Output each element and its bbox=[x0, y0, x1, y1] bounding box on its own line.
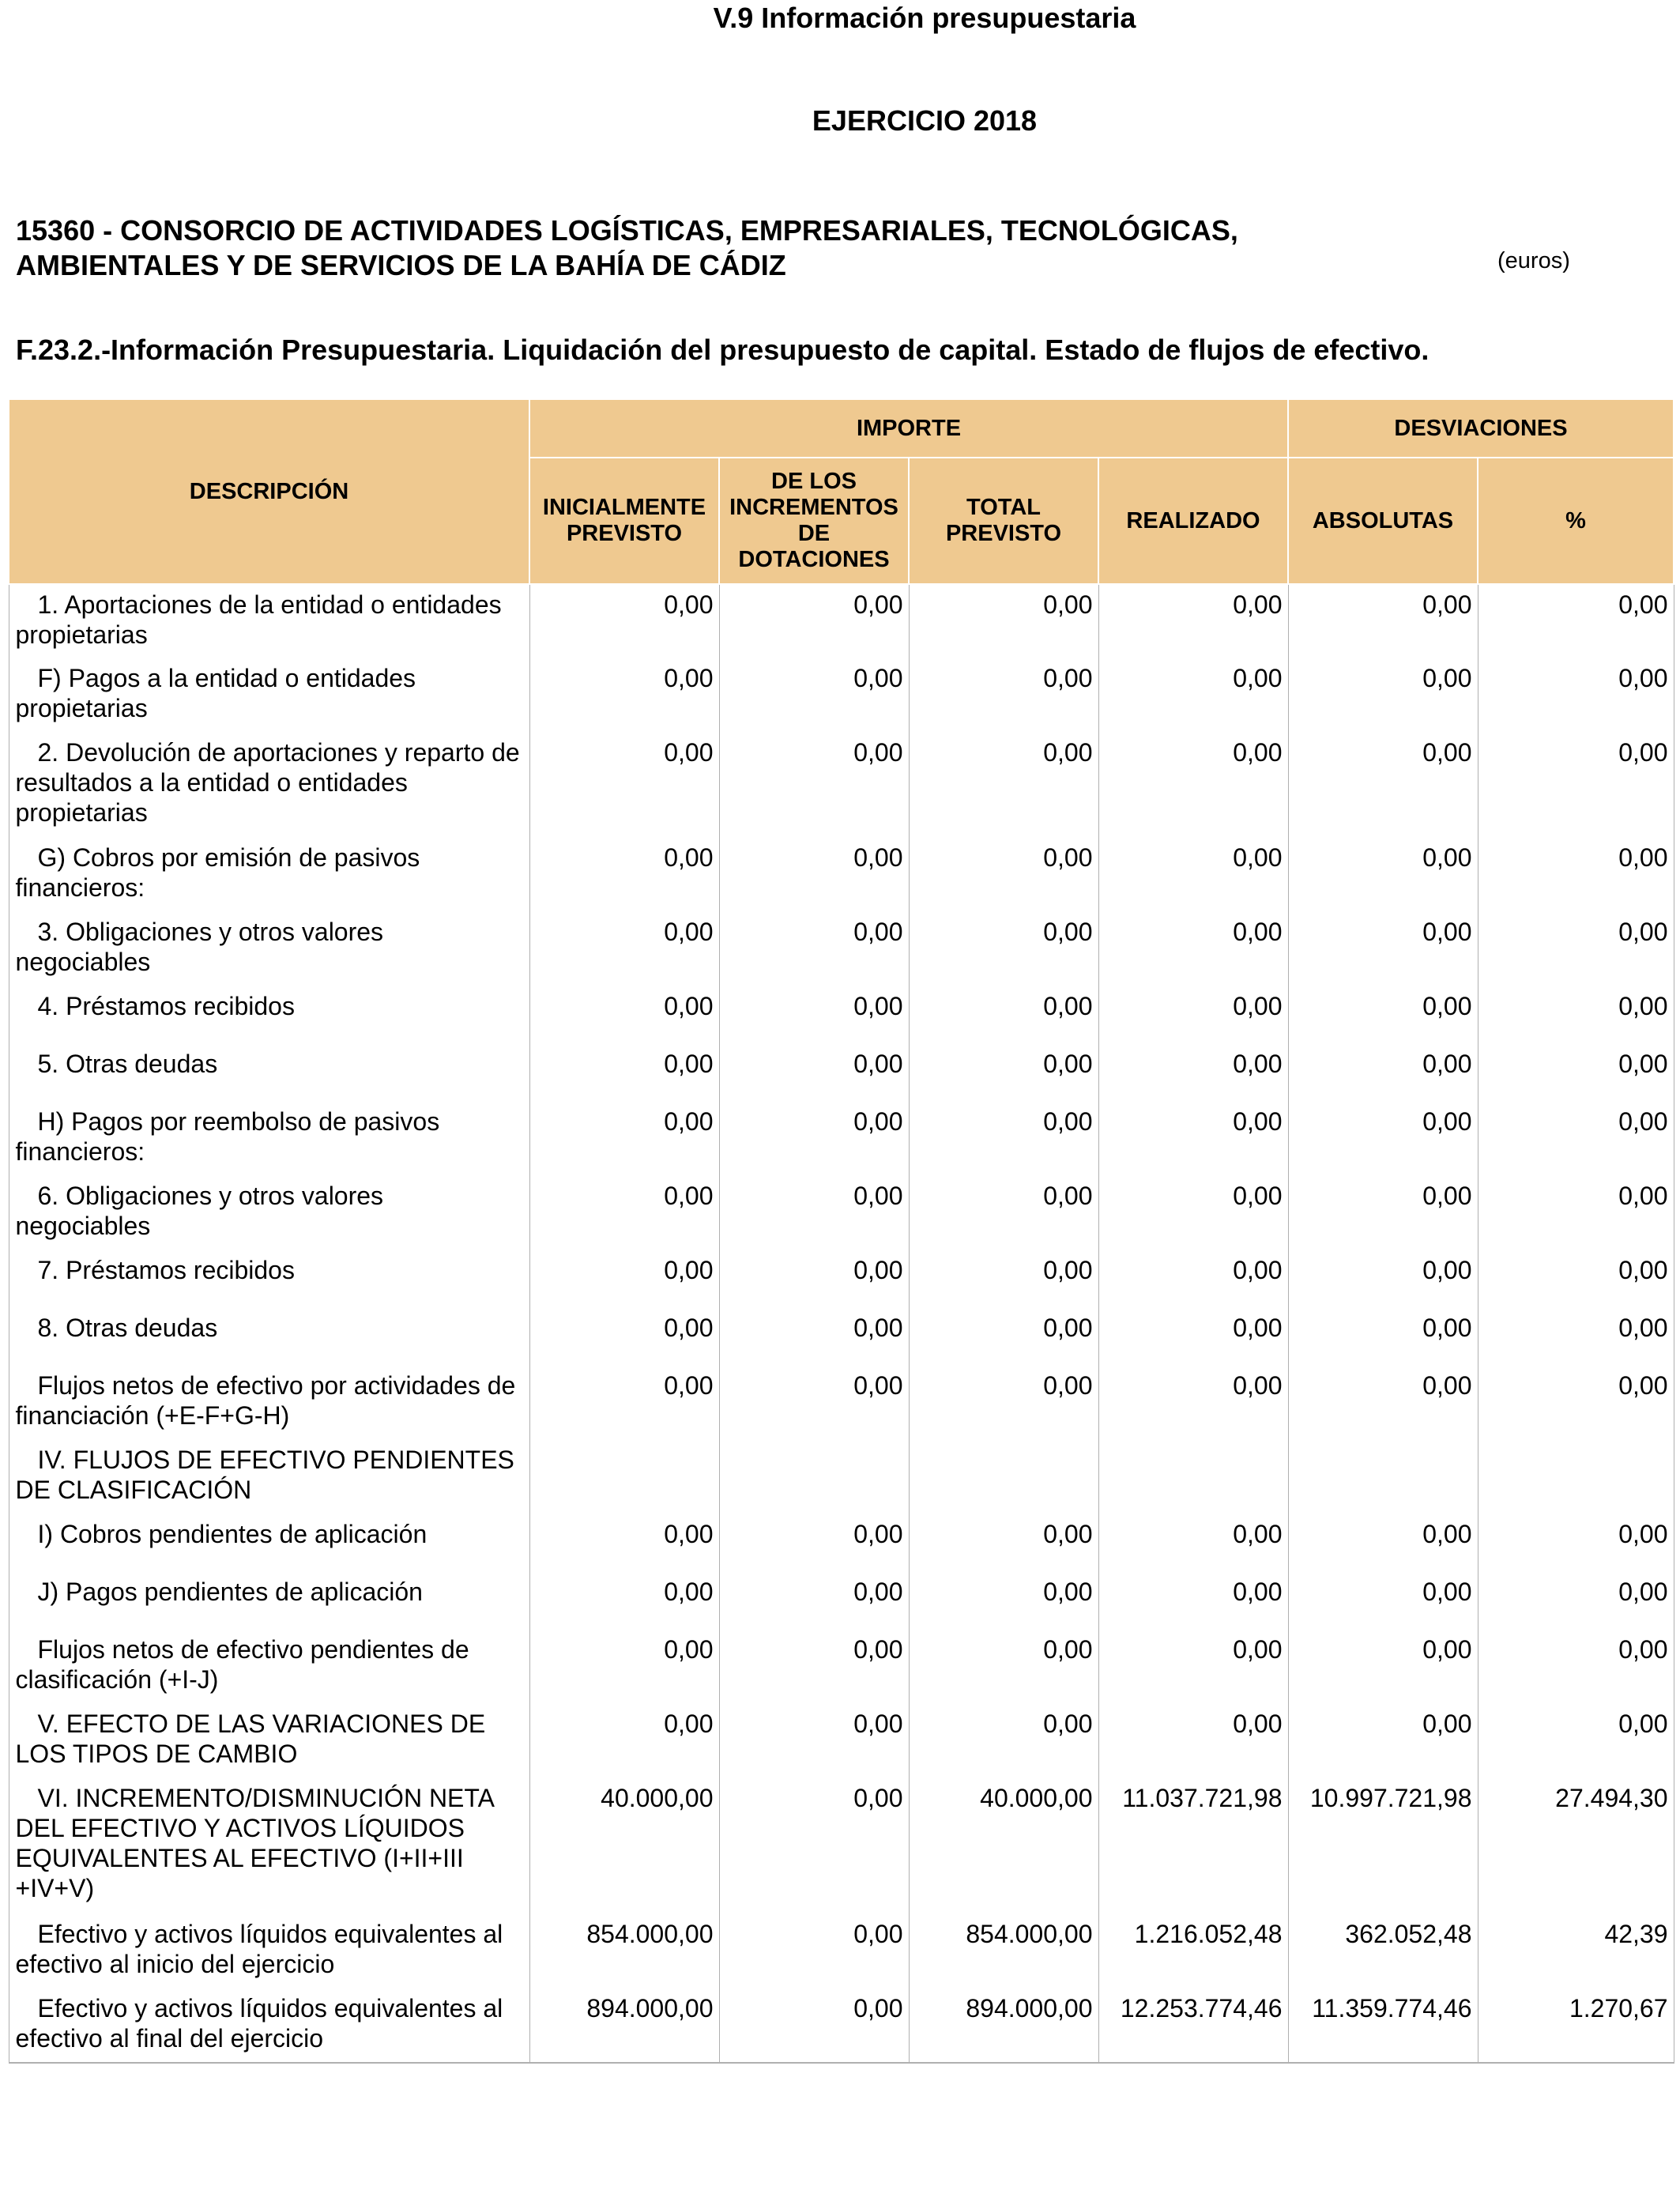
table-row bbox=[9, 1308, 1674, 1366]
row-description-text: G) Cobros por emisión de pasivos financieros: bbox=[15, 843, 420, 902]
cell-incrementos: 0,00 bbox=[719, 986, 909, 1044]
row-description bbox=[9, 1044, 529, 1102]
cell-total-previsto: 854.000,00 bbox=[909, 1914, 1098, 1989]
cell-porcentaje: 0,00 bbox=[1478, 838, 1674, 912]
cell-realizado: 0,00 bbox=[1098, 584, 1288, 658]
table-row bbox=[9, 584, 1674, 658]
cell-absolutas: 0,00 bbox=[1288, 1704, 1478, 1778]
cell-incrementos: 0,00 bbox=[719, 1989, 909, 2063]
cell-absolutas: 0,00 bbox=[1288, 1572, 1478, 1630]
col-header-total-previsto: TOTAL PREVISTO bbox=[909, 458, 1098, 584]
cell-realizado: 0,00 bbox=[1098, 1176, 1288, 1250]
cell-porcentaje: 0,00 bbox=[1478, 1044, 1674, 1102]
cell-inicialmente-previsto: 0,00 bbox=[529, 584, 719, 658]
cell-total-previsto bbox=[909, 1440, 1098, 1514]
table-row bbox=[9, 1102, 1674, 1176]
row-description-text: F) Pagos a la entidad o entidades propietarias bbox=[15, 664, 416, 722]
cell-inicialmente-previsto: 0,00 bbox=[529, 658, 719, 733]
row-description-text: Flujos netos de efectivo por actividades de financiación (+E-F+G-H) bbox=[15, 1371, 516, 1430]
cell-inicialmente-previsto: 0,00 bbox=[529, 1630, 719, 1704]
cell-incrementos: 0,00 bbox=[719, 1176, 909, 1250]
row-description bbox=[9, 1176, 529, 1250]
cell-inicialmente-previsto: 0,00 bbox=[529, 912, 719, 986]
row-description-text: H) Pagos por reembolso de pasivos financieros: bbox=[15, 1107, 440, 1166]
cell-incrementos: 0,00 bbox=[719, 1102, 909, 1176]
cell-realizado: 0,00 bbox=[1098, 912, 1288, 986]
table-row bbox=[9, 1572, 1674, 1630]
row-description bbox=[9, 838, 529, 912]
col-header-descripcion: DESCRIPCIÓN bbox=[9, 399, 529, 584]
cell-inicialmente-previsto: 0,00 bbox=[529, 1102, 719, 1176]
cell-realizado: 0,00 bbox=[1098, 1514, 1288, 1572]
header-row-groups bbox=[9, 399, 1674, 458]
cell-total-previsto: 0,00 bbox=[909, 658, 1098, 733]
row-description bbox=[9, 1989, 529, 2063]
cell-total-previsto: 0,00 bbox=[909, 912, 1098, 986]
cell-absolutas: 0,00 bbox=[1288, 986, 1478, 1044]
cell-incrementos: 0,00 bbox=[719, 1044, 909, 1102]
row-description bbox=[9, 584, 529, 658]
cell-inicialmente-previsto: 40.000,00 bbox=[529, 1778, 719, 1914]
cell-total-previsto: 0,00 bbox=[909, 838, 1098, 912]
cell-realizado: 0,00 bbox=[1098, 1308, 1288, 1366]
cell-incrementos: 0,00 bbox=[719, 584, 909, 658]
group-header-desviaciones: DESVIACIONES bbox=[1288, 399, 1674, 458]
col-header-porcentaje: % bbox=[1478, 458, 1674, 584]
cash-flow-table bbox=[8, 398, 1674, 2064]
col-header-realizado: REALIZADO bbox=[1098, 458, 1288, 584]
cell-porcentaje: 0,00 bbox=[1478, 1308, 1674, 1366]
cell-absolutas: 0,00 bbox=[1288, 658, 1478, 733]
cell-realizado: 11.037.721,98 bbox=[1098, 1778, 1288, 1914]
cell-realizado: 0,00 bbox=[1098, 1572, 1288, 1630]
cell-incrementos: 0,00 bbox=[719, 1704, 909, 1778]
cell-total-previsto: 0,00 bbox=[909, 1250, 1098, 1308]
cell-absolutas: 362.052,48 bbox=[1288, 1914, 1478, 1989]
cell-total-previsto: 0,00 bbox=[909, 1044, 1098, 1102]
row-description-text: Efectivo y activos líquidos equivalentes al efectivo al inicio del ejercicio bbox=[15, 1920, 503, 1978]
row-description-text: J) Pagos pendientes de aplicación bbox=[37, 1578, 423, 1606]
cell-total-previsto: 0,00 bbox=[909, 584, 1098, 658]
row-description-text: 6. Obligaciones y otros valores negociables bbox=[15, 1182, 384, 1240]
row-description-text: 4. Préstamos recibidos bbox=[37, 992, 295, 1020]
cell-incrementos: 0,00 bbox=[719, 1366, 909, 1440]
cell-absolutas: 0,00 bbox=[1288, 1250, 1478, 1308]
cell-realizado: 0,00 bbox=[1098, 1102, 1288, 1176]
row-description bbox=[9, 1514, 529, 1572]
cell-absolutas: 0,00 bbox=[1288, 1630, 1478, 1704]
cell-porcentaje: 0,00 bbox=[1478, 1250, 1674, 1308]
cell-incrementos: 0,00 bbox=[719, 1250, 909, 1308]
cell-porcentaje: 0,00 bbox=[1478, 1176, 1674, 1250]
cell-inicialmente-previsto: 854.000,00 bbox=[529, 1914, 719, 1989]
cell-incrementos: 0,00 bbox=[719, 1630, 909, 1704]
cell-inicialmente-previsto: 0,00 bbox=[529, 1308, 719, 1366]
cell-realizado: 0,00 bbox=[1098, 733, 1288, 838]
cell-realizado: 0,00 bbox=[1098, 986, 1288, 1044]
cell-absolutas: 0,00 bbox=[1288, 838, 1478, 912]
cell-realizado: 0,00 bbox=[1098, 1630, 1288, 1704]
cell-absolutas: 10.997.721,98 bbox=[1288, 1778, 1478, 1914]
cell-incrementos: 0,00 bbox=[719, 1914, 909, 1989]
cell-realizado: 1.216.052,48 bbox=[1098, 1914, 1288, 1989]
cell-absolutas: 0,00 bbox=[1288, 1514, 1478, 1572]
row-description bbox=[9, 1572, 529, 1630]
cell-porcentaje: 27.494,30 bbox=[1478, 1778, 1674, 1914]
cell-realizado: 0,00 bbox=[1098, 658, 1288, 733]
cell-porcentaje: 0,00 bbox=[1478, 912, 1674, 986]
col-header-incrementos: DE LOS INCREMENTOS DE DOTACIONES bbox=[719, 458, 909, 584]
cell-absolutas: 0,00 bbox=[1288, 1176, 1478, 1250]
cell-absolutas: 0,00 bbox=[1288, 584, 1478, 658]
row-description bbox=[9, 912, 529, 986]
cell-absolutas: 0,00 bbox=[1288, 1044, 1478, 1102]
cell-porcentaje: 42,39 bbox=[1478, 1914, 1674, 1989]
cell-porcentaje: 0,00 bbox=[1478, 1572, 1674, 1630]
cell-porcentaje bbox=[1478, 1440, 1674, 1514]
cell-total-previsto: 0,00 bbox=[909, 1102, 1098, 1176]
cell-absolutas: 0,00 bbox=[1288, 733, 1478, 838]
cell-porcentaje: 0,00 bbox=[1478, 1366, 1674, 1440]
cell-porcentaje: 0,00 bbox=[1478, 1514, 1674, 1572]
table-row bbox=[9, 1514, 1674, 1572]
report-subtitle: F.23.2.-Información Presupuestaria. Liquidación del presupuesto de capital. Estado de flujos de efectivo. bbox=[16, 334, 1430, 366]
row-description bbox=[9, 1914, 529, 1989]
cell-inicialmente-previsto: 0,00 bbox=[529, 986, 719, 1044]
entity-name-line2: AMBIENTALES Y DE SERVICIOS DE LA BAHÍA DE CÁDIZ bbox=[16, 249, 786, 281]
units-label: (euros) bbox=[1497, 248, 1570, 273]
cell-incrementos: 0,00 bbox=[719, 1778, 909, 1914]
cell-incrementos: 0,00 bbox=[719, 733, 909, 838]
cell-realizado bbox=[1098, 1440, 1288, 1514]
group-header-importe: IMPORTE bbox=[529, 399, 1288, 458]
row-description bbox=[9, 1704, 529, 1778]
cell-porcentaje: 0,00 bbox=[1478, 733, 1674, 838]
cell-porcentaje: 0,00 bbox=[1478, 658, 1674, 733]
row-description bbox=[9, 1630, 529, 1704]
row-description bbox=[9, 733, 529, 838]
row-description-text: IV. FLUJOS DE EFECTIVO PENDIENTES DE CLASIFICACIÓN bbox=[15, 1446, 514, 1504]
table-row bbox=[9, 1704, 1674, 1778]
entity-name-line1: 15360 - CONSORCIO DE ACTIVIDADES LOGÍSTICAS, EMPRESARIALES, TECNOLÓGICAS, bbox=[16, 214, 1238, 247]
cell-inicialmente-previsto: 0,00 bbox=[529, 1704, 719, 1778]
cell-inicialmente-previsto: 0,00 bbox=[529, 838, 719, 912]
cell-incrementos: 0,00 bbox=[719, 912, 909, 986]
row-description bbox=[9, 1778, 529, 1914]
table-row bbox=[9, 986, 1674, 1044]
row-description bbox=[9, 1102, 529, 1176]
cell-total-previsto: 0,00 bbox=[909, 1704, 1098, 1778]
cell-absolutas: 11.359.774,46 bbox=[1288, 1989, 1478, 2063]
row-description bbox=[9, 1440, 529, 1514]
cell-porcentaje: 0,00 bbox=[1478, 1704, 1674, 1778]
row-description-text: Flujos netos de efectivo pendientes de clasificación (+I-J) bbox=[15, 1635, 469, 1694]
cell-absolutas: 0,00 bbox=[1288, 1366, 1478, 1440]
cell-absolutas: 0,00 bbox=[1288, 1308, 1478, 1366]
cell-total-previsto: 0,00 bbox=[909, 1176, 1098, 1250]
table-row bbox=[9, 838, 1674, 912]
row-description bbox=[9, 1366, 529, 1440]
cell-porcentaje: 0,00 bbox=[1478, 986, 1674, 1044]
cell-inicialmente-previsto: 0,00 bbox=[529, 1572, 719, 1630]
row-description bbox=[9, 658, 529, 733]
row-description-text: V. EFECTO DE LAS VARIACIONES DE LOS TIPOS DE CAMBIO bbox=[15, 1710, 486, 1768]
row-description bbox=[9, 1308, 529, 1366]
cell-realizado: 12.253.774,46 bbox=[1098, 1989, 1288, 2063]
row-description bbox=[9, 986, 529, 1044]
cell-realizado: 0,00 bbox=[1098, 1366, 1288, 1440]
row-description-text: 8. Otras deudas bbox=[37, 1314, 218, 1342]
cell-total-previsto: 0,00 bbox=[909, 1366, 1098, 1440]
table-row bbox=[9, 912, 1674, 986]
row-description-text: Efectivo y activos líquidos equivalentes al efectivo al final del ejercicio bbox=[15, 1994, 503, 2053]
year-title: EJERCICIO 2018 bbox=[812, 104, 1038, 137]
table-row bbox=[9, 1989, 1674, 2063]
cell-total-previsto: 0,00 bbox=[909, 1308, 1098, 1366]
cell-incrementos: 0,00 bbox=[719, 1572, 909, 1630]
entity-name bbox=[16, 213, 1238, 283]
cell-realizado: 0,00 bbox=[1098, 838, 1288, 912]
section-title: V.9 Información presupuestaria bbox=[713, 2, 1136, 34]
cell-total-previsto: 894.000,00 bbox=[909, 1989, 1098, 2063]
table-row bbox=[9, 1250, 1674, 1308]
cell-incrementos: 0,00 bbox=[719, 658, 909, 733]
cell-inicialmente-previsto bbox=[529, 1440, 719, 1514]
table-row bbox=[9, 733, 1674, 838]
row-description-text: 5. Otras deudas bbox=[37, 1050, 218, 1078]
row-description-text: 2. Devolución de aportaciones y reparto de resultados a la entidad o entidades propietarias bbox=[15, 738, 520, 827]
table-row bbox=[9, 1778, 1674, 1914]
cell-incrementos: 0,00 bbox=[719, 1514, 909, 1572]
cell-absolutas bbox=[1288, 1440, 1478, 1514]
cell-porcentaje: 1.270,67 bbox=[1478, 1989, 1674, 2063]
cell-realizado: 0,00 bbox=[1098, 1044, 1288, 1102]
cell-incrementos: 0,00 bbox=[719, 838, 909, 912]
table-row bbox=[9, 1630, 1674, 1704]
row-description-text: I) Cobros pendientes de aplicación bbox=[37, 1520, 428, 1548]
cell-inicialmente-previsto: 0,00 bbox=[529, 1366, 719, 1440]
cell-inicialmente-previsto: 0,00 bbox=[529, 1250, 719, 1308]
cell-inicialmente-previsto: 0,00 bbox=[529, 1514, 719, 1572]
row-description bbox=[9, 1250, 529, 1308]
table-row bbox=[9, 658, 1674, 733]
table-row bbox=[9, 1440, 1674, 1514]
col-header-inicialmente-previsto: INICIALMENTE PREVISTO bbox=[529, 458, 719, 584]
cell-incrementos: 0,00 bbox=[719, 1308, 909, 1366]
table-body bbox=[9, 584, 1674, 2063]
row-description-text: 1. Aportaciones de la entidad o entidades propietarias bbox=[15, 590, 502, 649]
cell-inicialmente-previsto: 0,00 bbox=[529, 1176, 719, 1250]
col-header-absolutas: ABSOLUTAS bbox=[1288, 458, 1478, 584]
cell-total-previsto: 0,00 bbox=[909, 1514, 1098, 1572]
cell-total-previsto: 0,00 bbox=[909, 1630, 1098, 1704]
cell-total-previsto: 40.000,00 bbox=[909, 1778, 1098, 1914]
row-description-text: VI. INCREMENTO/DISMINUCIÓN NETA DEL EFECTIVO Y ACTIVOS LÍQUIDOS EQUIVALENTES AL EFECTIVO (I+II+III +IV+V) bbox=[15, 1784, 494, 1902]
cell-porcentaje: 0,00 bbox=[1478, 1630, 1674, 1704]
cell-inicialmente-previsto: 0,00 bbox=[529, 1044, 719, 1102]
cell-inicialmente-previsto: 894.000,00 bbox=[529, 1989, 719, 2063]
table-row bbox=[9, 1366, 1674, 1440]
cell-incrementos bbox=[719, 1440, 909, 1514]
table-row bbox=[9, 1044, 1674, 1102]
cell-realizado: 0,00 bbox=[1098, 1704, 1288, 1778]
cell-inicialmente-previsto: 0,00 bbox=[529, 733, 719, 838]
cell-porcentaje: 0,00 bbox=[1478, 584, 1674, 658]
table-row bbox=[9, 1914, 1674, 1989]
cell-total-previsto: 0,00 bbox=[909, 733, 1098, 838]
cell-porcentaje: 0,00 bbox=[1478, 1102, 1674, 1176]
cell-total-previsto: 0,00 bbox=[909, 1572, 1098, 1630]
row-description-text: 7. Préstamos recibidos bbox=[37, 1256, 295, 1284]
cell-realizado: 0,00 bbox=[1098, 1250, 1288, 1308]
cell-total-previsto: 0,00 bbox=[909, 986, 1098, 1044]
cell-absolutas: 0,00 bbox=[1288, 912, 1478, 986]
cell-absolutas: 0,00 bbox=[1288, 1102, 1478, 1176]
row-description-text: 3. Obligaciones y otros valores negociables bbox=[15, 918, 384, 976]
table-row bbox=[9, 1176, 1674, 1250]
